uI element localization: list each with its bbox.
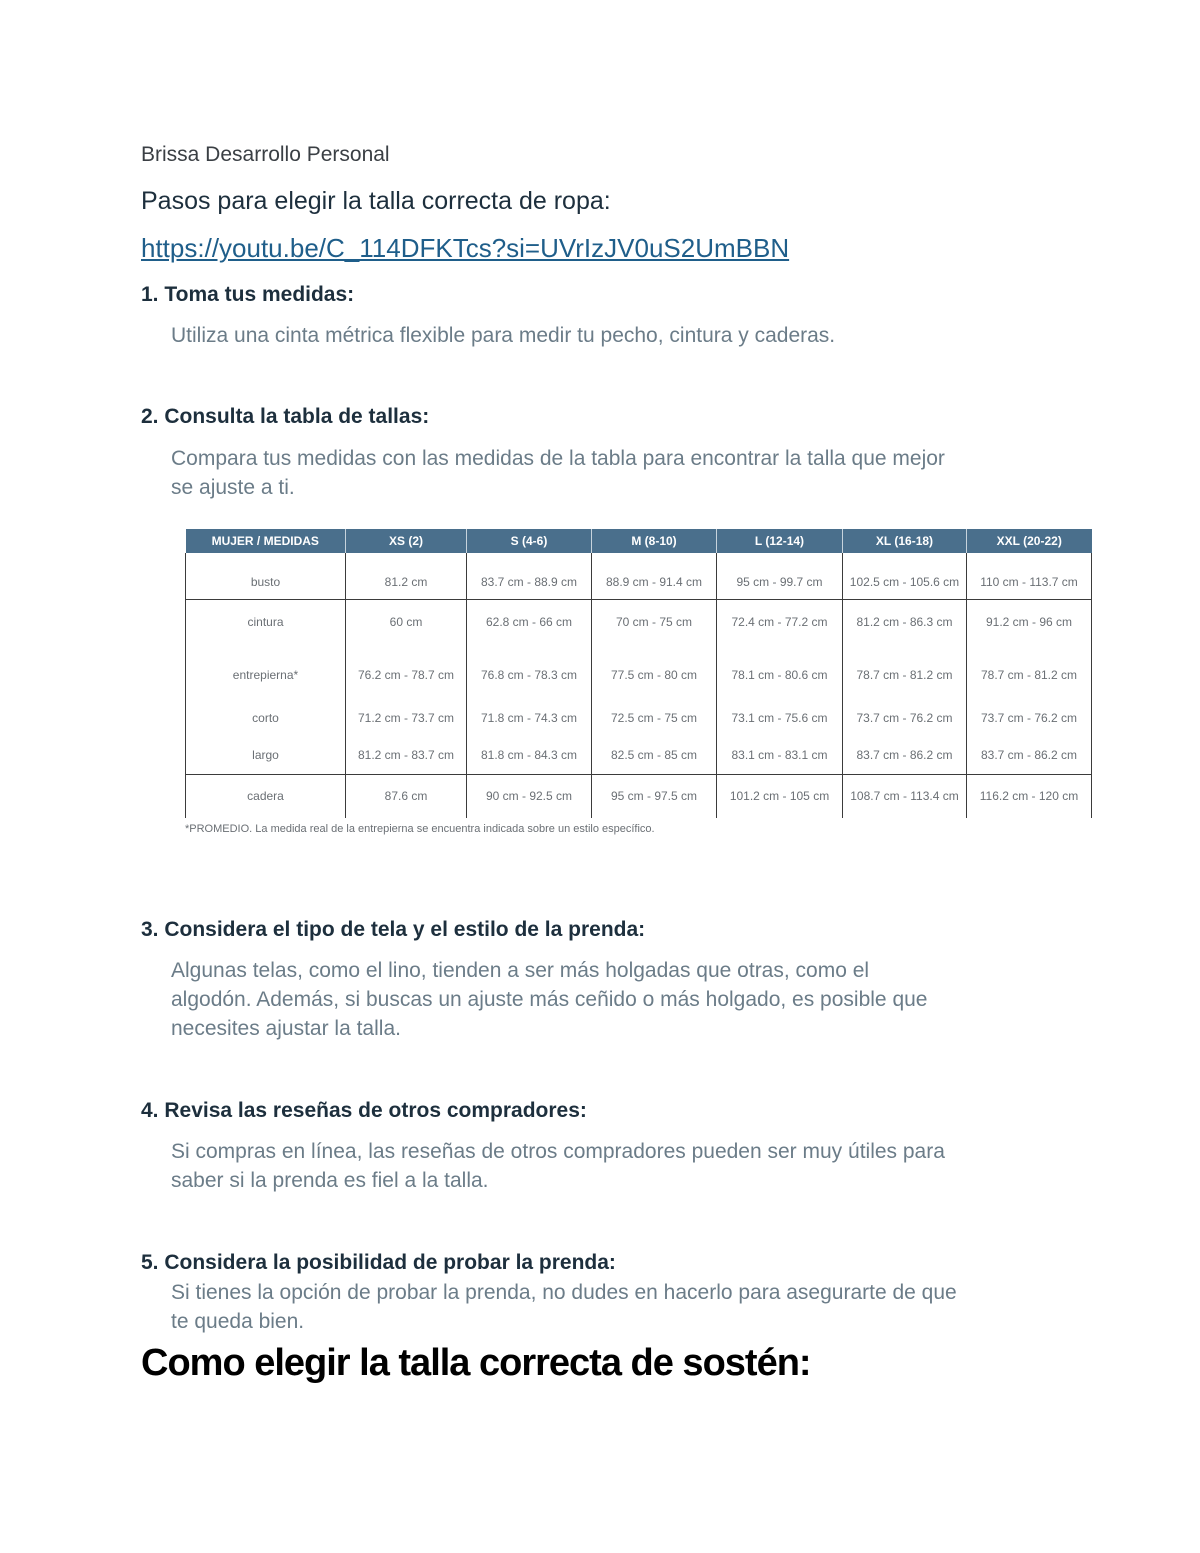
table-cell: 78.1 cm - 80.6 cm: [717, 644, 843, 699]
table-cell: 95 cm - 97.5 cm: [592, 774, 717, 818]
bra-size-heading: Como elegir la talla correcta de sostén:: [141, 1342, 811, 1384]
table-cell: 72.4 cm - 77.2 cm: [717, 599, 843, 644]
step-2-body: [171, 444, 1071, 502]
table-cell: 70 cm - 75 cm: [592, 599, 717, 644]
table-header: L (12-14): [717, 529, 843, 553]
step-2-line-2: se ajuste a ti.: [171, 476, 295, 499]
step-2-title: 2. Consulta la tabla de tallas:: [141, 405, 430, 428]
table-cell: 110 cm - 113.7 cm: [967, 553, 1092, 599]
table-cell: 90 cm - 92.5 cm: [467, 774, 592, 818]
table-cell: 73.1 cm - 75.6 cm: [717, 699, 843, 736]
table-header: XL (16-18): [843, 529, 967, 553]
table-cell: 116.2 cm - 120 cm: [967, 774, 1092, 818]
step-5-title: 5. Considera la posibilidad de probar la prenda:: [141, 1251, 616, 1274]
author-name: Brissa Desarrollo Personal: [141, 143, 390, 166]
step-3-line-2: algodón. Además, si buscas un ajuste más ceñido o más holgado, es posible que: [171, 988, 928, 1011]
table-cell: 81.2 cm - 86.3 cm: [843, 599, 967, 644]
step-5-body: [171, 1278, 1071, 1336]
table-cell: 76.8 cm - 78.3 cm: [467, 644, 592, 699]
table-cell: 78.7 cm - 81.2 cm: [843, 644, 967, 699]
step-2-line-1: Compara tus medidas con las medidas de la tabla para encontrar la talla que mejor: [171, 447, 945, 470]
table-cell: 95 cm - 99.7 cm: [717, 553, 843, 599]
table-footnote: *PROMEDIO. La medida real de la entrepierna se encuentra indicada sobre un estilo específico.: [185, 823, 655, 835]
table-cell: 71.8 cm - 74.3 cm: [467, 699, 592, 736]
table-header: XXL (20-22): [967, 529, 1092, 553]
table-row: [186, 699, 1092, 736]
table-row: [186, 599, 1092, 644]
table-cell: cadera: [186, 774, 346, 818]
table-cell: 77.5 cm - 80 cm: [592, 644, 717, 699]
table-cell: 73.7 cm - 76.2 cm: [843, 699, 967, 736]
section-heading: Pasos para elegir la talla correcta de ropa:: [141, 187, 611, 215]
table-cell: 87.6 cm: [346, 774, 467, 818]
table-cell: 71.2 cm - 73.7 cm: [346, 699, 467, 736]
table-cell: 82.5 cm - 85 cm: [592, 736, 717, 774]
table-header-row: [186, 529, 1092, 553]
step-5-line-1: Si tienes la opción de probar la prenda, no dudes en hacerlo para asegurarte de que: [171, 1281, 957, 1304]
step-3-title: 3. Considera el tipo de tela y el estilo de la prenda:: [141, 918, 646, 941]
table-header: M (8-10): [592, 529, 717, 553]
step-3-line-1: Algunas telas, como el lino, tienden a ser más holgadas que otras, como el: [171, 959, 870, 982]
table-cell: largo: [186, 736, 346, 774]
table-cell: 91.2 cm - 96 cm: [967, 599, 1092, 644]
table-header: MUJER / MEDIDAS: [186, 529, 346, 553]
table-cell: corto: [186, 699, 346, 736]
table-cell: 102.5 cm - 105.6 cm: [843, 553, 967, 599]
table-cell: 83.7 cm - 86.2 cm: [843, 736, 967, 774]
table-cell: 72.5 cm - 75 cm: [592, 699, 717, 736]
table-cell: 76.2 cm - 78.7 cm: [346, 644, 467, 699]
step-3-body: [171, 956, 1071, 1043]
youtube-link[interactable]: https://youtu.be/C_114DFKTcs?si=UVrIzJV0uS2UmBBN: [141, 233, 790, 263]
step-4-title: 4. Revisa las reseñas de otros compradores:: [141, 1099, 587, 1122]
table-cell: cintura: [186, 599, 346, 644]
table-cell: 81.2 cm - 83.7 cm: [346, 736, 467, 774]
table-cell: 78.7 cm - 81.2 cm: [967, 644, 1092, 699]
step-4-line-2: saber si la prenda es fiel a la talla.: [171, 1169, 489, 1192]
table-cell: 62.8 cm - 66 cm: [467, 599, 592, 644]
table-cell: 83.7 cm - 86.2 cm: [967, 736, 1092, 774]
table-row: [186, 644, 1092, 699]
step-4-line-1: Si compras en línea, las reseñas de otros compradores pueden ser muy útiles para: [171, 1140, 945, 1163]
step-4-body: [171, 1137, 1071, 1195]
size-table: [185, 529, 1092, 818]
table-cell: 83.1 cm - 83.1 cm: [717, 736, 843, 774]
step-3-line-3: necesites ajustar la talla.: [171, 1017, 401, 1040]
table-cell: busto: [186, 553, 346, 599]
table-header: S (4-6): [467, 529, 592, 553]
table-header: XS (2): [346, 529, 467, 553]
table-cell: 101.2 cm - 105 cm: [717, 774, 843, 818]
step-1-line-1: Utiliza una cinta métrica flexible para medir tu pecho, cintura y caderas.: [171, 324, 836, 347]
table-cell: entrepierna*: [186, 644, 346, 699]
step-1-body: [171, 321, 1071, 350]
table-cell: 81.2 cm: [346, 553, 467, 599]
table-row: [186, 774, 1092, 818]
step-5-line-2: te queda bien.: [171, 1310, 305, 1333]
table-cell: 73.7 cm - 76.2 cm: [967, 699, 1092, 736]
table-cell: 88.9 cm - 91.4 cm: [592, 553, 717, 599]
table-cell: 60 cm: [346, 599, 467, 644]
table-cell: 81.8 cm - 84.3 cm: [467, 736, 592, 774]
table-cell: 108.7 cm - 113.4 cm: [843, 774, 967, 818]
table-cell: 83.7 cm - 88.9 cm: [467, 553, 592, 599]
table-row: [186, 736, 1092, 774]
step-1-title: 1. Toma tus medidas:: [141, 283, 355, 306]
table-row: [186, 553, 1092, 599]
